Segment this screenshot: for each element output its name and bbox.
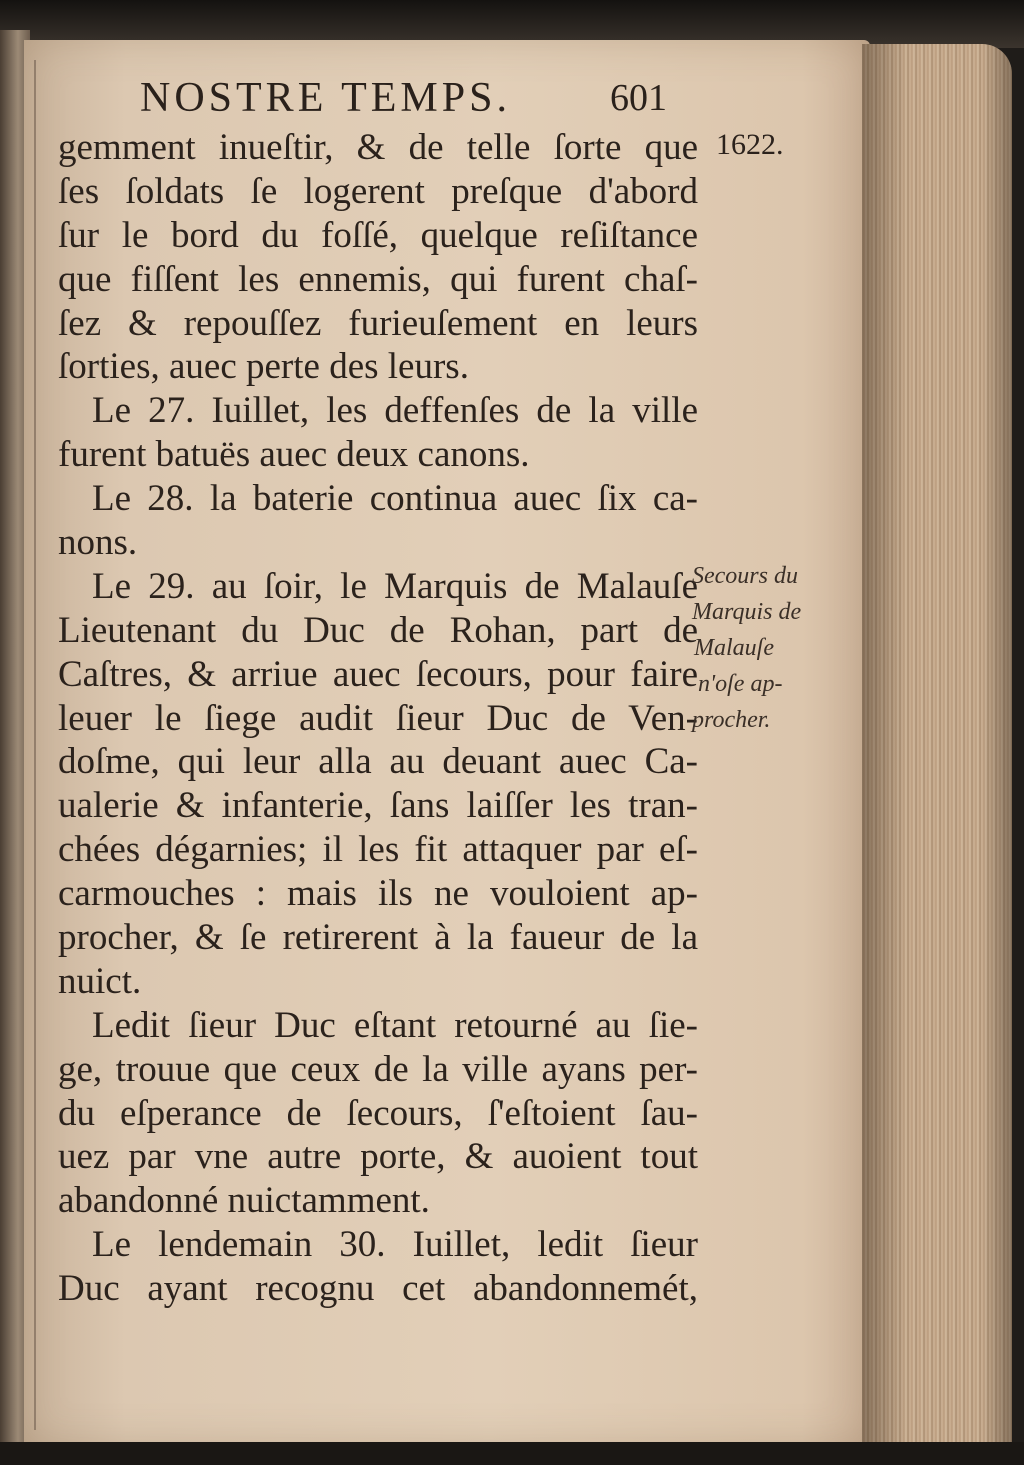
text-line: ſes ſoldats ſe logerent preſque d'abord — [58, 170, 698, 212]
text-line: chées dégarnies; il les fit attaquer par eſ- — [58, 829, 698, 871]
text-line: Le lendemain 30. Iuillet, ledit ſieur — [92, 1224, 698, 1266]
page-header — [140, 74, 700, 126]
marginal-note-line: n'oſe ap- — [698, 671, 783, 697]
text-line: ſez & repouſſez furieuſement en leurs — [58, 302, 698, 344]
text-line: que fiſſent les ennemis, qui furent chaſ- — [58, 258, 698, 300]
text-line: ualerie & infanterie, ſans laiſſer les tran- — [58, 785, 698, 827]
marginal-note-line: procher. — [692, 707, 771, 733]
text-line: Duc ayant recognu cet abandonnemét, — [58, 1268, 698, 1310]
text-line: ſorties, auec perte des leurs. — [58, 346, 469, 388]
text-line: Le 27. Iuillet, les deffenſes de la ville — [92, 390, 698, 432]
text-line: Le 29. au ſoir, le Marquis de Malauſe — [92, 565, 698, 607]
text-line: Caſtres, & arriue auec ſecours, pour faire — [58, 653, 698, 695]
marginal-note-line: Secours du — [692, 563, 798, 589]
marginal-note-line: Malauſe — [694, 635, 774, 661]
text-line: Ledit ſieur Duc eſtant retourné au ſie- — [92, 1004, 698, 1046]
text-line: carmouches : mais ils ne vouloient ap- — [58, 873, 698, 915]
running-head: NOSTRE TEMPS. — [140, 75, 511, 121]
text-line: ge, trouue que ceux de la ville ayans per- — [58, 1048, 698, 1090]
text-line: nuict. — [58, 960, 142, 1002]
marginal-note — [692, 558, 852, 738]
text-line: leuer le ſiege audit ſieur Duc de Ven- — [58, 697, 698, 739]
text-line: ſur le bord du foſſé, quelque reſiſtance — [58, 214, 698, 256]
text-line: uez par vne autre porte, & auoient tout — [58, 1136, 698, 1178]
text-line: abandonné nuictamment. — [58, 1180, 430, 1222]
gutter-line — [34, 60, 36, 1430]
text-line: du eſperance de ſecours, ſ'eſtoient ſau- — [58, 1092, 698, 1134]
marginal-note-line: Marquis de — [692, 599, 802, 625]
text-line: nons. — [58, 522, 138, 564]
fore-edge-shade — [862, 44, 1012, 1444]
bottom-shadow — [0, 1442, 1024, 1465]
body-text — [58, 126, 698, 1311]
text-line: Lieutenant du Duc de Rohan, part de — [58, 609, 698, 651]
text-line: furent batuës auec deux canons. — [58, 434, 530, 476]
text-line: gemment inueſtir, & de telle ſorte que — [58, 127, 698, 168]
page-number: 601 — [610, 77, 667, 119]
text-line: procher, & ſe retirerent à la faueur de la — [58, 917, 698, 959]
margin-year: 1622. — [716, 128, 784, 161]
text-line: doſme, qui leur alla au deuant auec Ca- — [58, 741, 698, 783]
text-line: Le 28. la baterie continua auec ſix ca- — [92, 478, 698, 520]
